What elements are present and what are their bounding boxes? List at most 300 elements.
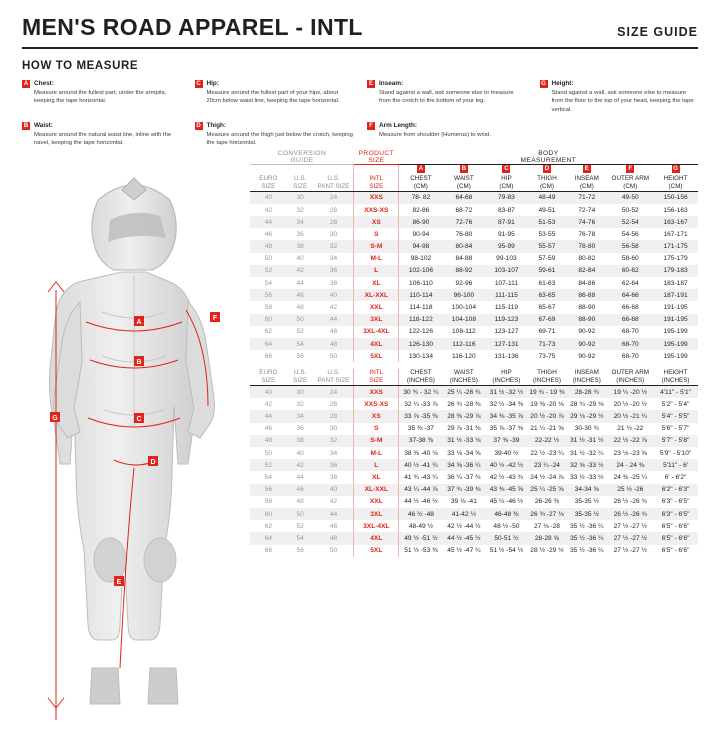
rows_cm-cell: M-L — [354, 253, 399, 265]
rows_in-cell: 32 — [314, 435, 354, 447]
group-header-row — [250, 150, 698, 165]
rows_cm-cell: 88-92 — [443, 265, 486, 277]
svg-text:C: C — [136, 416, 142, 423]
rows_in-cell: XXL — [354, 496, 399, 508]
rows_in-cell: 25 ¼ -26 ¾ — [443, 386, 486, 399]
measure-name-chest: Chest: — [34, 80, 54, 87]
rows_in-cell: 26-26 ⅜ — [528, 496, 567, 508]
rows_cm-cell: 163-167 — [653, 216, 698, 228]
measure-desc-arm-length: Measure from shoulder (Humerus) to wrist. — [379, 131, 491, 138]
rows_in-cell: 19 ⅜ -20 ⅛ — [528, 398, 567, 410]
rows_cm-cell: L — [354, 265, 399, 277]
rows_in-cell: 31 ½ -32 ½ — [485, 386, 528, 399]
col-intl-size-in: INTL SIZE — [354, 369, 399, 385]
rows_in-cell: 5XL — [354, 545, 399, 557]
rows_cm-cell: 62-64 — [607, 277, 653, 289]
rows_in-cell: 3XL-4XL — [354, 520, 399, 532]
table-row — [250, 471, 698, 483]
table-row — [250, 314, 698, 326]
rows_cm-cell: 171-175 — [653, 240, 698, 252]
rows_in-cell: 44 — [250, 410, 287, 422]
rows_in-cell: 49 ½ -51 ½ — [399, 532, 443, 544]
rows_cm-cell: 102-106 — [399, 265, 443, 277]
rows_cm-cell: 191-195 — [653, 314, 698, 326]
rows_cm-cell: 61-63 — [528, 277, 567, 289]
col-us-pant-size-in: U.S. PANT SIZE — [314, 369, 354, 385]
rows_in-cell: 46 — [250, 423, 287, 435]
rows_cm-cell: 32 — [314, 240, 354, 252]
table-body-inches — [250, 386, 698, 557]
size-chart — [250, 150, 698, 557]
rows_cm-cell: 65-67 — [528, 301, 567, 313]
rows_cm-cell: 126-130 — [399, 338, 443, 350]
rows_cm-cell: 90-94 — [399, 228, 443, 240]
rows_cm-cell: 76-80 — [443, 228, 486, 240]
rows_in-cell: 46-48 ⅜ — [485, 508, 528, 520]
table-row — [250, 240, 698, 252]
rows_cm-cell: 40 — [287, 253, 314, 265]
rows_cm-cell: 79-83 — [485, 191, 528, 204]
measure-desc-height: Stand against a wall, ask someone else to measure from the floor to the top of your head, keeping the tape vertical. — [551, 89, 694, 113]
rows_cm-cell: 83-87 — [485, 204, 528, 216]
col-euro-size-in: EURO SIZE — [250, 369, 287, 385]
rows_cm-cell: 54-56 — [607, 228, 653, 240]
measure-desc-waist: Measure around the natural waist line, inline with the navel, keeping the tape horizontal. — [34, 131, 172, 147]
rows_cm-cell: 64-66 — [607, 289, 653, 301]
rows_cm-cell: 36 — [287, 228, 314, 240]
rows_in-cell: 30-30 ¾ — [566, 423, 607, 435]
rows_in-cell: 6'5" - 6'6" — [653, 545, 698, 557]
rows_cm-cell: 86-88 — [566, 289, 607, 301]
measure-item-arm-length — [367, 121, 526, 148]
rows_cm-cell: 88-90 — [566, 314, 607, 326]
rows_in-cell: 26 — [314, 398, 354, 410]
table-row — [250, 301, 698, 313]
rows_cm-cell: 71-73 — [528, 338, 567, 350]
rows_in-cell: 36 ¼ -37 ¾ — [443, 471, 486, 483]
rows_cm-cell: 108-112 — [443, 326, 486, 338]
rows_cm-cell: 38 — [314, 277, 354, 289]
rows_cm-cell: XL — [354, 277, 399, 289]
page-title: MEN'S ROAD APPAREL - INTL — [22, 14, 363, 40]
col-us-size: U.S. SIZE — [287, 165, 314, 192]
rows_cm-cell: 50 — [314, 350, 354, 362]
rows_cm-cell: 156-163 — [653, 204, 698, 216]
rows_cm-cell: 67-69 — [528, 314, 567, 326]
rows_in-cell: 43 ¼ -44 ⅞ — [399, 484, 443, 496]
rows_cm-cell: 68-70 — [607, 326, 653, 338]
rows_in-cell: 28-28 ¾ — [566, 386, 607, 399]
rows_cm-cell: 69-71 — [528, 326, 567, 338]
badge-c-icon: C — [504, 166, 509, 172]
rows_cm-cell: XXL — [354, 301, 399, 313]
rows_cm-cell: 127-131 — [485, 338, 528, 350]
rows_in-cell: 5'9" - 5'10" — [653, 447, 698, 459]
measure-name-hip: Hip: — [206, 80, 219, 87]
rows_in-cell: 44 ½ -45 ½ — [443, 532, 486, 544]
table-row — [250, 398, 698, 410]
rider-figure — [18, 160, 250, 720]
rows_cm-cell: 48 — [287, 301, 314, 313]
rows_cm-cell: 46 — [314, 326, 354, 338]
how-to-measure-title: HOW TO MEASURE — [22, 60, 139, 72]
badge-b-icon: B — [23, 123, 29, 130]
rows_in-cell: 42 — [314, 496, 354, 508]
rows_in-cell: 35 ⅜ -37 — [399, 423, 443, 435]
table-row — [250, 435, 698, 447]
rows_cm-cell: 50 — [250, 253, 287, 265]
rows_cm-cell: 92-96 — [443, 277, 486, 289]
col-us-size-in: U.S. SIZE — [287, 369, 314, 385]
rows_cm-cell: 52 — [287, 326, 314, 338]
rows_in-cell: 24 ½ -24 ⅞ — [528, 471, 567, 483]
rows_in-cell: S — [354, 423, 399, 435]
rows_cm-cell: 191-195 — [653, 301, 698, 313]
size-guide-label: SIZE GUIDE — [617, 25, 698, 39]
rows_cm-cell: 63-65 — [528, 289, 567, 301]
rows_cm-cell: 53-55 — [528, 228, 567, 240]
rows_in-cell: 40 — [287, 447, 314, 459]
rows_cm-cell: 73-75 — [528, 350, 567, 362]
rows_cm-cell: 46 — [287, 289, 314, 301]
rows_in-cell: 66 — [250, 545, 287, 557]
rows_in-cell: 48-49 ½ — [399, 520, 443, 532]
rows_in-cell: 27 ⅛ -28 — [528, 520, 567, 532]
rows_in-cell: 26 ½ -26 ¾ — [607, 496, 653, 508]
badge-g-icon: G — [541, 81, 546, 87]
rows_cm-cell: 179-183 — [653, 265, 698, 277]
rows_cm-cell: 118-122 — [399, 314, 443, 326]
rows_cm-cell: 111-115 — [485, 289, 528, 301]
rows_in-cell: 21 ½ -22 — [607, 423, 653, 435]
rows_in-cell: 37 ¾ -39 ⅜ — [443, 484, 486, 496]
rows_cm-cell: 36 — [314, 265, 354, 277]
rows_cm-cell: 66 — [250, 350, 287, 362]
rows_in-cell: 56 — [287, 545, 314, 557]
rows_in-cell: M-L — [354, 447, 399, 459]
rows_cm-cell: 52-54 — [607, 216, 653, 228]
rows_in-cell: 42 — [250, 398, 287, 410]
rows_in-cell: 19 ¼ -20 ½ — [607, 386, 653, 399]
rows_in-cell: 42 ½ -44 ½ — [443, 520, 486, 532]
rows_in-cell: 35-35 ½ — [566, 508, 607, 520]
table-row — [250, 191, 698, 204]
rows_cm-cell: 30 — [287, 191, 314, 204]
rows_in-cell: 35 ⅞ -37 ⅜ — [485, 423, 528, 435]
rows_cm-cell: 90-92 — [566, 338, 607, 350]
rows_in-cell: XL-XXL — [354, 484, 399, 496]
rows_cm-cell: 64-68 — [443, 191, 486, 204]
rows_in-cell: 35-35 ½ — [566, 496, 607, 508]
svg-text:G: G — [52, 415, 58, 422]
rows_in-cell: 22 ½ -22 ⅞ — [607, 435, 653, 447]
rows_cm-cell: 5XL — [354, 350, 399, 362]
rows_in-cell: 37 ⅜ -39 — [485, 435, 528, 447]
table-row — [250, 350, 698, 362]
rows_cm-cell: 84-86 — [566, 277, 607, 289]
rows_cm-cell: 51-53 — [528, 216, 567, 228]
rows_in-cell: 30 — [287, 386, 314, 399]
rows_in-cell: 50 — [314, 545, 354, 557]
measure-item-inseam — [367, 79, 526, 114]
col-hip-cm: C HIP (CM) — [485, 165, 528, 192]
rows_in-cell: 5'11" - 6' — [653, 459, 698, 471]
rows_in-cell: 32 — [287, 398, 314, 410]
badge-f-icon: F — [626, 165, 634, 173]
measure-name-arm-length: Arm Length: — [379, 122, 417, 130]
rows_cm-cell: 54 — [250, 277, 287, 289]
col-height-in: HEIGHT (INCHES) — [653, 369, 698, 385]
group-body-measurement: BODY MEASUREMENT — [399, 150, 698, 165]
rows_in-cell: 33 ½ -33 ½ — [566, 471, 607, 483]
size-table — [250, 150, 698, 557]
rows_in-cell: 28-28 ⅝ — [528, 532, 567, 544]
rows_in-cell: 44 — [287, 471, 314, 483]
table-body-cm — [250, 191, 698, 362]
rows_cm-cell: 46 — [250, 228, 287, 240]
rows_cm-cell: 50-52 — [607, 204, 653, 216]
table-row — [250, 265, 698, 277]
measure-desc-inseam: Stand against a wall, ask someone else to measure from the crotch to the bottom of your leg. — [379, 89, 514, 105]
rows_in-cell: 29 ⅛ -29 ½ — [566, 410, 607, 422]
measure-item-hip — [195, 79, 354, 114]
rows_cm-cell: XXS — [354, 191, 399, 204]
col-thigh-cm: D THIGH (CM) — [528, 165, 567, 192]
rows_cm-cell: 57-59 — [528, 253, 567, 265]
rows_in-cell: 60 — [250, 508, 287, 520]
rows_in-cell: 32 ⅝ -33 ½ — [566, 459, 607, 471]
rows_in-cell: 58 — [250, 496, 287, 508]
rows_cm-cell: 82-86 — [399, 204, 443, 216]
rows_in-cell: 42 — [287, 459, 314, 471]
rows_cm-cell: 99-103 — [485, 253, 528, 265]
col-height-cm: G HEIGHT (CM) — [653, 165, 698, 192]
rows_cm-cell: 40 — [250, 191, 287, 204]
rows_cm-cell: 86-90 — [399, 216, 443, 228]
rows_in-cell: 5'6" - 5'7" — [653, 423, 698, 435]
table-row — [250, 459, 698, 471]
rows_in-cell: 56 — [250, 484, 287, 496]
rows_cm-cell: XXS-XS — [354, 204, 399, 216]
table-row — [250, 496, 698, 508]
rows_cm-cell: 56 — [250, 289, 287, 301]
rows_in-cell: 5'7" - 5'8" — [653, 435, 698, 447]
rows_cm-cell: 119-123 — [485, 314, 528, 326]
rows_cm-cell: 52 — [250, 265, 287, 277]
badge-b-icon: B — [461, 166, 467, 172]
rows_in-cell: 35 ½ -36 ¼ — [566, 545, 607, 557]
rows_cm-cell: 56 — [287, 350, 314, 362]
rows_cm-cell: 66-68 — [607, 301, 653, 313]
rows_cm-cell: 98-102 — [399, 253, 443, 265]
rows_in-cell: 39 ⅛ -41 — [443, 496, 486, 508]
rows_cm-cell: 48 — [314, 338, 354, 350]
rows_cm-cell: 88-90 — [566, 301, 607, 313]
table-row — [250, 253, 698, 265]
rows_in-cell: 31 ½ -32 ¼ — [566, 447, 607, 459]
rows_cm-cell: 95-99 — [485, 240, 528, 252]
rows_in-cell: 6'5" - 6'6" — [653, 520, 698, 532]
rows_cm-cell: XS — [354, 216, 399, 228]
rows_in-cell: 19 ¾ - 19 ⅜ — [528, 386, 567, 399]
rows_in-cell: 21 ¼ -21 ⅝ — [528, 423, 567, 435]
rows_in-cell: XXS-XS — [354, 398, 399, 410]
rows_cm-cell: 3XL-4XL — [354, 326, 399, 338]
rows_cm-cell: 38 — [287, 240, 314, 252]
col-euro-size: EURO SIZE — [250, 165, 287, 192]
rows_in-cell: 34 ⅜ -35 ⅞ — [485, 410, 528, 422]
measure-name-inseam: Inseam: — [379, 80, 404, 87]
measure-name-height: Height: — [551, 80, 574, 87]
rows_in-cell: 25 ½ -26 — [607, 484, 653, 496]
rows_in-cell: 6'5" - 6'6" — [653, 532, 698, 544]
rows_cm-cell: 112-116 — [443, 338, 486, 350]
rows_in-cell: 39-40 ½ — [485, 447, 528, 459]
rows_in-cell: 28 ½ -29 ½ — [528, 545, 567, 557]
rows_cm-cell: 32 — [287, 204, 314, 216]
rows_in-cell: 44 — [314, 508, 354, 520]
rows_in-cell: 5'4" - 5'5" — [653, 410, 698, 422]
rows_in-cell: 27 ½ -27 ½ — [607, 520, 653, 532]
table-row — [250, 410, 698, 422]
rows_in-cell: 46 — [314, 520, 354, 532]
rows_in-cell: 4XL — [354, 532, 399, 544]
rows_cm-cell: 59-61 — [528, 265, 567, 277]
rows_cm-cell: 28 — [314, 216, 354, 228]
table-row — [250, 484, 698, 496]
rows_in-cell: 20 ½ -21 ¼ — [607, 410, 653, 422]
rows_cm-cell: 68-72 — [443, 204, 486, 216]
rows_cm-cell: 56-58 — [607, 240, 653, 252]
rows_in-cell: 6'2" - 6'3" — [653, 484, 698, 496]
rows_in-cell: 4'11" - 5'1" — [653, 386, 698, 399]
rows_in-cell: 31 ½ -33 ⅛ — [443, 435, 486, 447]
rows_in-cell: 24 - 24 ⅜ — [607, 459, 653, 471]
svg-text:B: B — [136, 359, 142, 366]
rows_in-cell: 48 ½ -50 — [485, 520, 528, 532]
section-gap — [250, 362, 698, 369]
rows_cm-cell: 175-179 — [653, 253, 698, 265]
rows_in-cell: 50 — [287, 508, 314, 520]
rows_cm-cell: 54 — [287, 338, 314, 350]
rows_in-cell: 30 ¾ - 32 ¼ — [399, 386, 443, 399]
rows_cm-cell: 44 — [314, 314, 354, 326]
rows_cm-cell: 50 — [287, 314, 314, 326]
rows_cm-cell: 62 — [250, 326, 287, 338]
table-row — [250, 386, 698, 399]
rows_in-cell: 38 — [314, 471, 354, 483]
rows_in-cell: 50 — [250, 447, 287, 459]
rows_cm-cell: 42 — [314, 301, 354, 313]
rows_cm-cell: 107-111 — [485, 277, 528, 289]
rows_cm-cell: 100-104 — [443, 301, 486, 313]
table-row — [250, 216, 698, 228]
rows_cm-cell: 44 — [250, 216, 287, 228]
rows_cm-cell: 78- 82 — [399, 191, 443, 204]
rows_in-cell: 26 ¾ -28 ⅜ — [443, 398, 486, 410]
col-outer-arm-in: OUTER ARM (INCHES) — [607, 369, 653, 385]
rows_cm-cell: 78-80 — [566, 240, 607, 252]
rows_in-cell: 62 — [250, 520, 287, 532]
rows_in-cell: 50-51 ½ — [485, 532, 528, 544]
rows_in-cell: XXS — [354, 386, 399, 399]
rows_in-cell: 20 ½ -20 ⅞ — [528, 410, 567, 422]
rows_cm-cell: 66-68 — [607, 314, 653, 326]
col-outer-arm-cm: F OUTER ARM (CM) — [607, 165, 653, 192]
rows_cm-cell: 68-70 — [607, 338, 653, 350]
col-waist-cm: B WAIST (CM) — [443, 165, 486, 192]
measure-name-thigh: Thigh: — [206, 122, 227, 130]
rows_in-cell: 54 — [287, 532, 314, 544]
rows_cm-cell: 106-110 — [399, 277, 443, 289]
rows_cm-cell: 94-98 — [399, 240, 443, 252]
rows_in-cell: 42 ½ -43 ¾ — [485, 471, 528, 483]
group-conversion: CONVERSION GUIDE — [250, 150, 354, 165]
rows_in-cell: 20 ½ -20 ½ — [607, 398, 653, 410]
rows_in-cell: 34-34 ⅝ — [566, 484, 607, 496]
rows_in-cell: 27 ½ -27 ½ — [607, 532, 653, 544]
rows_cm-cell: 110-114 — [399, 289, 443, 301]
rows_in-cell: 6' - 6'2" — [653, 471, 698, 483]
badge-d-icon: D — [544, 166, 550, 172]
rows_in-cell: 3XL — [354, 508, 399, 520]
rows_cm-cell: 91-95 — [485, 228, 528, 240]
rows_in-cell: 46 ½ -48 — [399, 508, 443, 520]
badge-e-icon: E — [368, 81, 373, 87]
rows_cm-cell: 49-51 — [528, 204, 567, 216]
svg-text:E: E — [116, 579, 122, 586]
rows_in-cell: 33 ⅞ -35 ⅜ — [399, 410, 443, 422]
table-row — [250, 289, 698, 301]
rows_cm-cell: 71-72 — [566, 191, 607, 204]
rows_in-cell: XL — [354, 471, 399, 483]
col-inseam-in: INSEAM (INCHES) — [566, 369, 607, 385]
rows_cm-cell: 26 — [314, 204, 354, 216]
measure-item-chest — [22, 79, 181, 114]
rows_in-cell: 38 — [287, 435, 314, 447]
rows_in-cell: 48 — [250, 435, 287, 447]
rows_in-cell: 35 ½ -36 ¼ — [566, 532, 607, 544]
rows_cm-cell: 123-127 — [485, 326, 528, 338]
rows_in-cell: 40 — [314, 484, 354, 496]
rows_in-cell: 5'2" - 5'4" — [653, 398, 698, 410]
rows_in-cell: 25 ¼ -25 ⅝ — [528, 484, 567, 496]
table-row — [250, 545, 698, 557]
rows_in-cell: 48 — [287, 496, 314, 508]
rows_in-cell: 28 — [314, 410, 354, 422]
rows_cm-cell: 74-76 — [566, 216, 607, 228]
rows_in-cell: 34 — [287, 410, 314, 422]
rows_cm-cell: 72-76 — [443, 216, 486, 228]
table-row — [250, 338, 698, 350]
rows_in-cell: 27 ½ -27 ½ — [607, 545, 653, 557]
rows_in-cell: 51 ½ -54 ½ — [485, 545, 528, 557]
rows_cm-cell: 80-84 — [443, 240, 486, 252]
rows_cm-cell: 42 — [250, 204, 287, 216]
table-row — [250, 520, 698, 532]
rows_in-cell: 28 ¾ -29 ⅛ — [566, 398, 607, 410]
rows_cm-cell: 76-78 — [566, 228, 607, 240]
measure-item-waist — [22, 121, 181, 148]
rows_in-cell: 23 ¼ -24 — [528, 459, 567, 471]
rows_in-cell: 37-38 ⅜ — [399, 435, 443, 447]
rows_cm-cell: 48 — [250, 240, 287, 252]
rows_in-cell: 24 — [314, 386, 354, 399]
rows_cm-cell: 82-84 — [566, 265, 607, 277]
measure-item-thigh — [195, 121, 354, 148]
rider-illustration — [18, 160, 250, 720]
rows_in-cell: 38 ⅜ -40 ⅛ — [399, 447, 443, 459]
